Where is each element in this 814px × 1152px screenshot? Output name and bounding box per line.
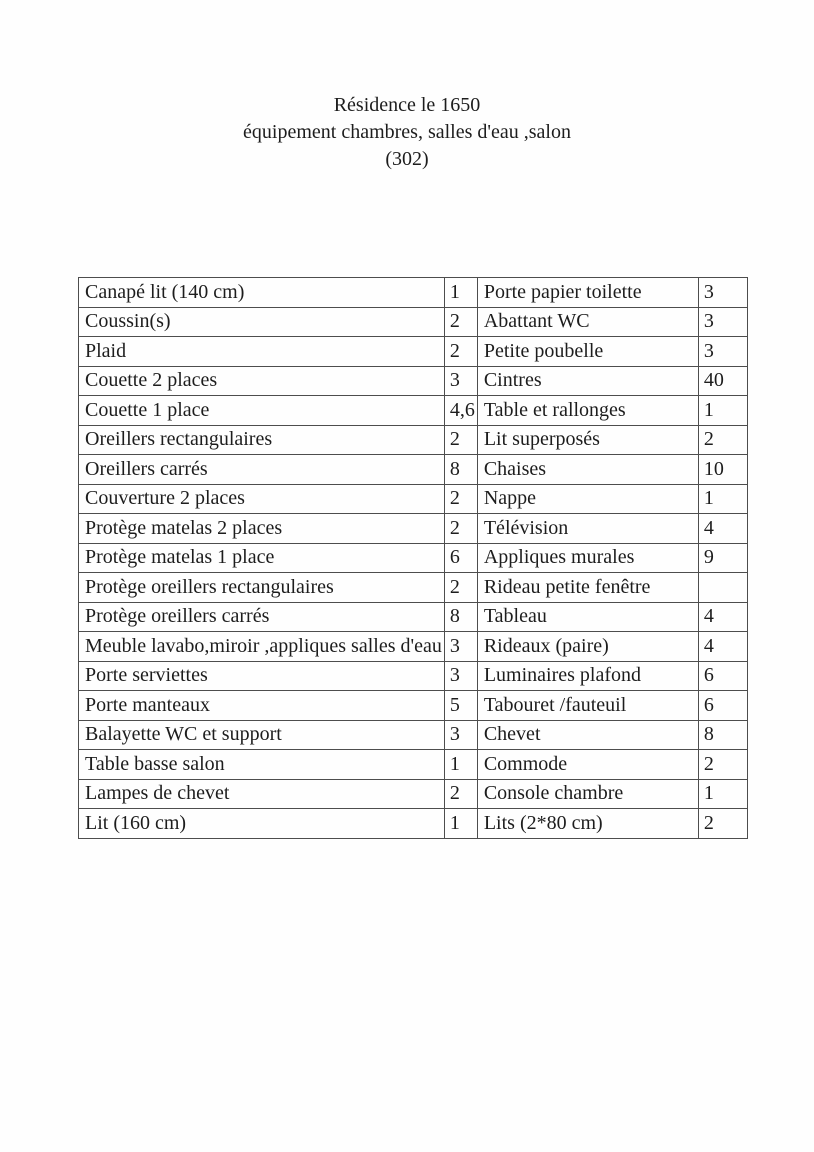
item-qty-right: 1 (698, 484, 747, 514)
item-qty-right: 9 (698, 543, 747, 573)
item-qty-left: 2 (444, 484, 477, 514)
table-row (79, 514, 748, 544)
item-name-right: Porte papier toilette (477, 278, 698, 308)
item-qty-right: 4 (698, 632, 747, 662)
item-name-right: Petite poubelle (477, 337, 698, 367)
item-qty-right: 6 (698, 691, 747, 721)
item-name-left: Oreillers rectangulaires (79, 425, 445, 455)
item-qty-right: 3 (698, 307, 747, 337)
item-qty-left: 4,6 (444, 396, 477, 426)
item-name-right: Abattant WC (477, 307, 698, 337)
item-qty-left: 3 (444, 632, 477, 662)
item-name-right: Commode (477, 750, 698, 780)
equipment-inventory-table (78, 277, 748, 839)
item-name-right: Nappe (477, 484, 698, 514)
item-qty-right: 4 (698, 514, 747, 544)
item-name-right: Luminaires plafond (477, 661, 698, 691)
item-qty-left: 2 (444, 425, 477, 455)
item-qty-right: 1 (698, 396, 747, 426)
item-name-left: Lit (160 cm) (79, 809, 445, 839)
item-name-right: Rideau petite fenêtre (477, 573, 698, 603)
table-row (79, 337, 748, 367)
table-row (79, 720, 748, 750)
table-row (79, 573, 748, 603)
item-qty-left: 3 (444, 661, 477, 691)
item-qty-left: 2 (444, 307, 477, 337)
item-qty-left: 1 (444, 809, 477, 839)
item-name-left: Protège oreillers carrés (79, 602, 445, 632)
table-row (79, 396, 748, 426)
table-row (79, 455, 748, 485)
item-qty-right: 2 (698, 425, 747, 455)
item-name-left: Lampes de chevet (79, 779, 445, 809)
item-qty-left: 1 (444, 278, 477, 308)
table-row (79, 543, 748, 573)
item-qty-left: 2 (444, 573, 477, 603)
table-row (79, 779, 748, 809)
item-qty-right: 3 (698, 278, 747, 308)
item-name-left: Meuble lavabo,miroir ,appliques salles d'eau (79, 632, 445, 662)
item-qty-right: 4 (698, 602, 747, 632)
item-name-left: Protège matelas 1 place (79, 543, 445, 573)
item-name-right: Cintres (477, 366, 698, 396)
table-row (79, 809, 748, 839)
item-qty-right: 2 (698, 750, 747, 780)
item-qty-left: 8 (444, 455, 477, 485)
item-qty-right: 6 (698, 661, 747, 691)
item-name-left: Porte serviettes (79, 661, 445, 691)
item-name-right: Chaises (477, 455, 698, 485)
item-qty-left: 8 (444, 602, 477, 632)
table-row (79, 750, 748, 780)
item-qty-left: 6 (444, 543, 477, 573)
item-qty-left: 3 (444, 720, 477, 750)
item-name-left: Couverture 2 places (79, 484, 445, 514)
item-name-right: Lit superposés (477, 425, 698, 455)
item-qty-left: 2 (444, 337, 477, 367)
item-name-right: Rideaux (paire) (477, 632, 698, 662)
item-name-left: Table basse salon (79, 750, 445, 780)
item-name-right: Tableau (477, 602, 698, 632)
item-name-right: Télévision (477, 514, 698, 544)
item-qty-right (698, 573, 747, 603)
table-row (79, 278, 748, 308)
table-row (79, 366, 748, 396)
table-row (79, 661, 748, 691)
item-qty-right: 40 (698, 366, 747, 396)
item-qty-left: 5 (444, 691, 477, 721)
table-row (79, 307, 748, 337)
item-name-left: Plaid (79, 337, 445, 367)
item-name-left: Balayette WC et support (79, 720, 445, 750)
item-name-right: Console chambre (477, 779, 698, 809)
item-name-right: Lits (2*80 cm) (477, 809, 698, 839)
item-name-left: Couette 1 place (79, 396, 445, 426)
table-row (79, 425, 748, 455)
item-name-left: Oreillers carrés (79, 455, 445, 485)
item-qty-left: 2 (444, 779, 477, 809)
item-name-left: Couette 2 places (79, 366, 445, 396)
title-line-residence: Résidence le 1650 (333, 94, 481, 116)
item-qty-right: 10 (698, 455, 747, 485)
table-row (79, 691, 748, 721)
document-title (0, 92, 814, 173)
item-name-right: Tabouret /fauteuil (477, 691, 698, 721)
item-name-left: Protège oreillers rectangulaires (79, 573, 445, 603)
item-qty-left: 1 (444, 750, 477, 780)
item-name-right: Table et rallonges (477, 396, 698, 426)
item-name-left: Canapé lit (140 cm) (79, 278, 445, 308)
item-qty-right: 2 (698, 809, 747, 839)
item-qty-right: 1 (698, 779, 747, 809)
item-name-right: Chevet (477, 720, 698, 750)
table-row (79, 484, 748, 514)
title-line-room-number: (302) (385, 148, 429, 170)
item-name-right: Appliques murales (477, 543, 698, 573)
title-line-equipment: équipement chambres, salles d'eau ,salon (243, 121, 571, 143)
item-name-left: Porte manteaux (79, 691, 445, 721)
item-name-left: Coussin(s) (79, 307, 445, 337)
item-name-left: Protège matelas 2 places (79, 514, 445, 544)
table-row (79, 632, 748, 662)
item-qty-left: 3 (444, 366, 477, 396)
item-qty-right: 3 (698, 337, 747, 367)
item-qty-left: 2 (444, 514, 477, 544)
table-row (79, 602, 748, 632)
item-qty-right: 8 (698, 720, 747, 750)
